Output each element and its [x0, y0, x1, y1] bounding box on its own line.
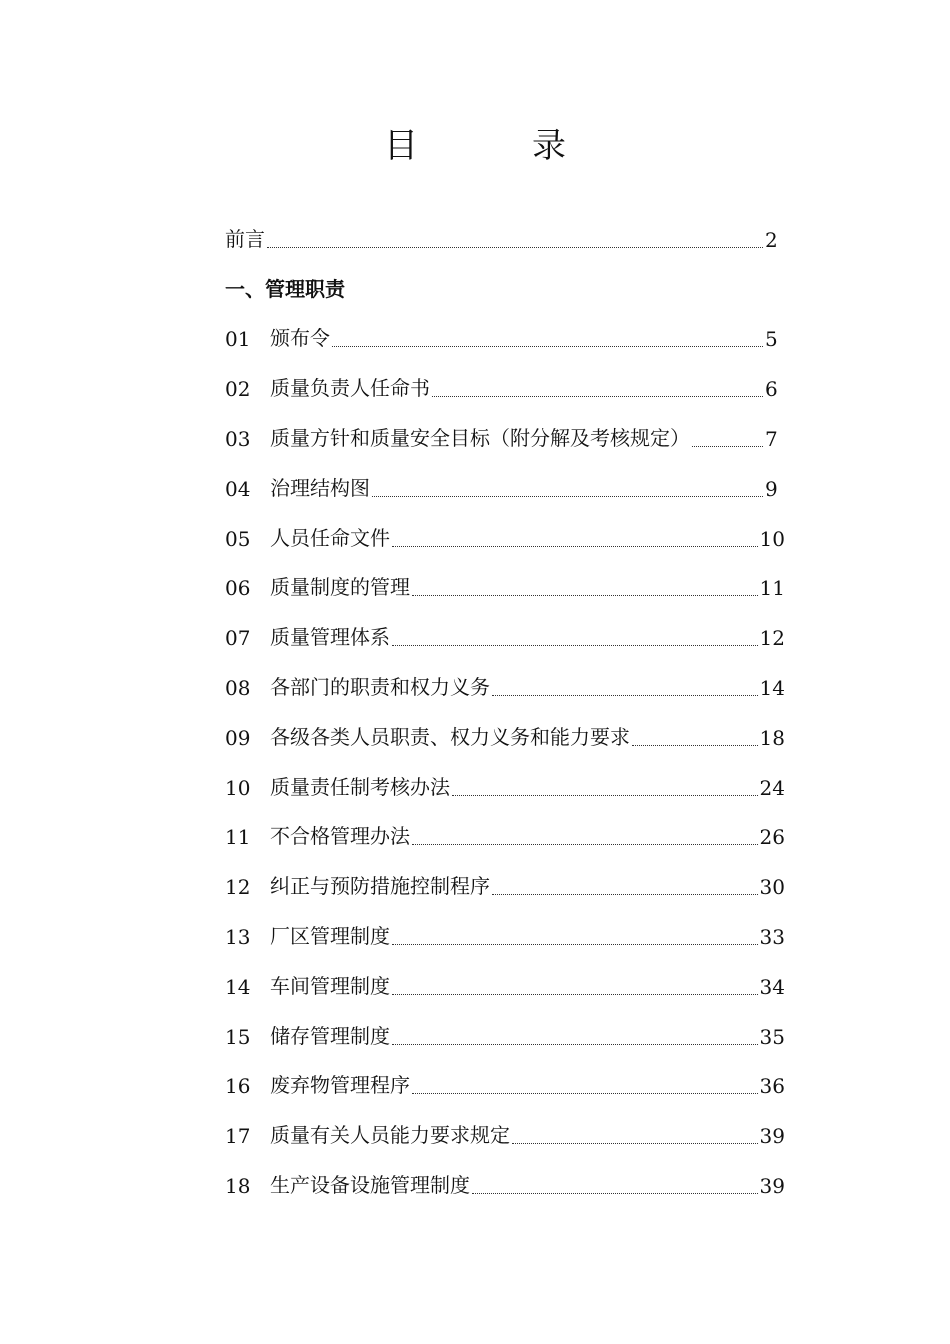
toc-page-number: 39 [759, 1124, 785, 1149]
dot-leader [492, 893, 758, 895]
toc-label: 前言 [225, 226, 265, 251]
toc-section-heading [225, 266, 785, 316]
dot-leader [432, 395, 763, 397]
toc-number: 04 [225, 476, 251, 501]
toc-row[interactable] [225, 664, 785, 714]
dot-leader [452, 794, 758, 796]
toc-row[interactable] [225, 764, 785, 814]
dot-leader [492, 694, 758, 696]
toc-row[interactable] [225, 1112, 785, 1162]
toc-number: 14 [225, 974, 251, 999]
toc-page-number: 7 [765, 426, 778, 451]
toc-page-number: 26 [759, 825, 785, 850]
toc-row[interactable] [225, 913, 785, 963]
dot-leader [267, 246, 763, 248]
toc-row[interactable] [225, 863, 785, 913]
toc-label: 各部门的职责和权力义务 [270, 674, 490, 699]
toc-label: 质量责任制考核办法 [270, 774, 450, 799]
toc-number: 11 [225, 825, 251, 850]
toc-number: 05 [225, 526, 251, 551]
toc-label: 各级各类人员职责、权力义务和能力要求 [270, 724, 630, 749]
dot-leader [632, 744, 758, 746]
toc-row[interactable] [225, 1063, 785, 1113]
dot-leader [392, 993, 758, 995]
toc-row[interactable] [225, 1013, 785, 1063]
toc-row[interactable] [225, 565, 785, 615]
toc-row[interactable] [225, 614, 785, 664]
toc-label: 质量方针和质量安全目标（附分解及考核规定） [270, 425, 690, 450]
dot-leader [412, 1092, 758, 1094]
toc-number: 03 [225, 426, 251, 451]
dot-leader [512, 1142, 758, 1144]
toc-page-number: 24 [759, 775, 785, 800]
dot-leader [372, 495, 763, 497]
dot-leader [412, 594, 758, 596]
dot-leader [472, 1192, 758, 1194]
toc-page-number: 9 [765, 476, 778, 501]
toc-number: 12 [225, 875, 251, 900]
toc-page-number: 6 [765, 377, 778, 402]
toc-label: 车间管理制度 [270, 973, 390, 998]
toc-number: 06 [225, 576, 251, 601]
toc-label: 人员任命文件 [270, 525, 390, 550]
dot-leader [392, 644, 758, 646]
toc-page-number: 2 [765, 227, 778, 252]
toc-label: 纠正与预防措施控制程序 [270, 874, 490, 899]
toc-page-number: 12 [759, 626, 785, 651]
toc-number: 13 [225, 924, 251, 949]
toc-row[interactable] [225, 963, 785, 1013]
toc-label: 质量管理体系 [270, 625, 390, 650]
table-of-contents [225, 216, 785, 1212]
dot-leader [412, 843, 758, 845]
toc-page-number: 35 [759, 1024, 785, 1049]
toc-row[interactable] [225, 415, 785, 465]
toc-row[interactable] [225, 316, 785, 366]
toc-label: 废弃物管理程序 [270, 1073, 410, 1098]
toc-page-number: 34 [759, 974, 785, 999]
toc-label: 生产设备设施管理制度 [270, 1172, 470, 1197]
toc-label: 质量有关人员能力要求规定 [270, 1123, 510, 1148]
dot-leader [392, 545, 758, 547]
toc-page-number: 5 [765, 327, 778, 352]
dot-leader [692, 445, 763, 447]
toc-number: 15 [225, 1024, 251, 1049]
toc-row-preface[interactable] [225, 216, 785, 266]
toc-number: 02 [225, 377, 251, 402]
toc-label: 厂区管理制度 [270, 923, 390, 948]
toc-number: 16 [225, 1074, 251, 1099]
toc-number: 01 [225, 327, 251, 352]
toc-number: 08 [225, 675, 251, 700]
toc-label: 质量制度的管理 [270, 575, 410, 600]
toc-row[interactable] [225, 714, 785, 764]
toc-page-number: 11 [759, 576, 785, 601]
toc-entries [225, 316, 785, 1212]
toc-row[interactable] [225, 465, 785, 515]
toc-page-number: 33 [759, 924, 785, 949]
toc-row[interactable] [225, 1162, 785, 1212]
page-title: 目 录 [384, 126, 606, 166]
toc-row[interactable] [225, 515, 785, 565]
dot-leader [332, 345, 763, 347]
section-label: 一、管理职责 [225, 276, 345, 301]
dot-leader [392, 943, 758, 945]
toc-number: 18 [225, 1173, 251, 1198]
toc-page-number: 10 [759, 526, 785, 551]
toc-page-number: 36 [759, 1074, 785, 1099]
toc-number: 09 [225, 725, 251, 750]
dot-leader [392, 1043, 758, 1045]
toc-page-number: 14 [759, 675, 785, 700]
toc-page-number: 30 [759, 875, 785, 900]
toc-page-number: 39 [759, 1173, 785, 1198]
toc-label: 储存管理制度 [270, 1023, 390, 1048]
toc-label: 治理结构图 [270, 475, 370, 500]
toc-number: 10 [225, 775, 251, 800]
toc-label: 颁布令 [270, 326, 330, 351]
toc-row[interactable] [225, 814, 785, 864]
toc-label: 不合格管理办法 [270, 824, 410, 849]
toc-page-number: 18 [759, 725, 785, 750]
toc-number: 07 [225, 626, 251, 651]
toc-number: 17 [225, 1124, 251, 1149]
toc-label: 质量负责人任命书 [270, 376, 430, 401]
toc-row[interactable] [225, 365, 785, 415]
